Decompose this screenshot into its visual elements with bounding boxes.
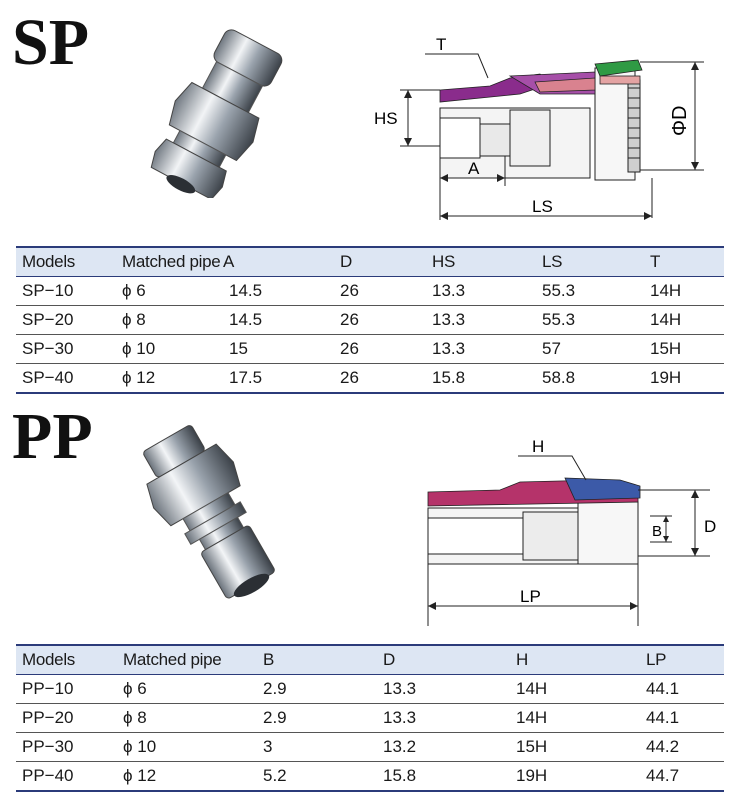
sp-label-t: T (436, 35, 447, 54)
t-cell: 14H (644, 306, 724, 335)
table-row (16, 277, 724, 306)
pp-header-lp: LP (640, 645, 724, 675)
pp-header-d: D (377, 645, 510, 675)
h-cell: 19H (510, 762, 640, 792)
model-cell: SP−10 (16, 277, 116, 306)
table-row (16, 704, 724, 733)
model-cell: SP−30 (16, 335, 116, 364)
sp-header-d: D (334, 247, 426, 277)
a-cell: 14.5 (223, 306, 334, 335)
sp-label-a: A (468, 159, 480, 178)
pp-header-b: B (257, 645, 377, 675)
sp-table-header-row (16, 247, 724, 277)
d-cell: 15.8 (377, 762, 510, 792)
ls-cell: 55.3 (536, 277, 644, 306)
pp-spec-table (16, 644, 724, 792)
table-row (16, 306, 724, 335)
model-cell: PP−40 (16, 762, 117, 792)
d-cell: 26 (334, 306, 426, 335)
model-cell: SP−40 (16, 364, 116, 394)
a-cell: 17.5 (223, 364, 334, 394)
pipe-cell: ϕ 10 (117, 733, 257, 762)
table-row (16, 335, 724, 364)
model-cell: PP−20 (16, 704, 117, 733)
pp-label-b: B (652, 523, 663, 540)
pp-label-h: H (532, 437, 545, 456)
lp-cell: 44.1 (640, 704, 724, 733)
b-cell: 5.2 (257, 762, 377, 792)
sp-label-ls: LS (532, 197, 553, 216)
pp-header-models: Models (16, 645, 117, 675)
pp-header-matched-pipe: Matched pipe (117, 645, 257, 675)
d-cell: 26 (334, 277, 426, 306)
ls-cell: 57 (536, 335, 644, 364)
sp-header-a: A (223, 247, 334, 277)
lp-cell: 44.1 (640, 675, 724, 704)
hs-cell: 15.8 (426, 364, 536, 394)
sp-label-hs: HS (374, 109, 398, 128)
sp-label-d: ΦD (669, 105, 691, 136)
sp-header-models: Models (16, 247, 116, 277)
a-cell: 14.5 (223, 277, 334, 306)
pipe-cell: ϕ 10 (116, 335, 223, 364)
pipe-cell: ϕ 8 (116, 306, 223, 335)
pp-product-photo (112, 424, 312, 610)
b-cell: 2.9 (257, 675, 377, 704)
sp-header-matched-pipe: Matched pipe (116, 247, 223, 277)
ls-cell: 58.8 (536, 364, 644, 394)
h-cell: 14H (510, 704, 640, 733)
pp-header-h: H (510, 645, 640, 675)
hs-cell: 13.3 (426, 277, 536, 306)
pp-table-header-row (16, 645, 724, 675)
pipe-cell: ϕ 8 (117, 704, 257, 733)
sp-dimension-drawing (370, 28, 710, 228)
pp-title: PP (12, 400, 93, 473)
d-cell: 13.2 (377, 733, 510, 762)
lp-cell: 44.2 (640, 733, 724, 762)
table-row (16, 675, 724, 704)
sp-header-hs: HS (426, 247, 536, 277)
h-cell: 14H (510, 675, 640, 704)
model-cell: SP−20 (16, 306, 116, 335)
h-cell: 15H (510, 733, 640, 762)
hs-cell: 13.3 (426, 335, 536, 364)
pipe-cell: ϕ 12 (116, 364, 223, 394)
sp-product-photo (118, 28, 308, 198)
table-row (16, 733, 724, 762)
pp-dimension-drawing (410, 430, 730, 630)
t-cell: 14H (644, 277, 724, 306)
sp-spec-table (16, 246, 724, 394)
table-row (16, 364, 724, 394)
lp-cell: 44.7 (640, 762, 724, 792)
t-cell: 19H (644, 364, 724, 394)
pipe-cell: ϕ 12 (117, 762, 257, 792)
sp-header-ls: LS (536, 247, 644, 277)
b-cell: 3 (257, 733, 377, 762)
sp-header-t: T (644, 247, 724, 277)
t-cell: 15H (644, 335, 724, 364)
pipe-cell: ϕ 6 (117, 675, 257, 704)
pipe-cell: ϕ 6 (116, 277, 223, 306)
sp-title: SP (12, 6, 90, 79)
hs-cell: 13.3 (426, 306, 536, 335)
model-cell: PP−30 (16, 733, 117, 762)
pp-label-lp: LP (520, 587, 541, 606)
model-cell: PP−10 (16, 675, 117, 704)
d-cell: 13.3 (377, 675, 510, 704)
d-cell: 26 (334, 335, 426, 364)
d-cell: 13.3 (377, 704, 510, 733)
ls-cell: 55.3 (536, 306, 644, 335)
b-cell: 2.9 (257, 704, 377, 733)
table-row (16, 762, 724, 792)
pp-label-d: D (704, 517, 717, 536)
a-cell: 15 (223, 335, 334, 364)
d-cell: 26 (334, 364, 426, 394)
